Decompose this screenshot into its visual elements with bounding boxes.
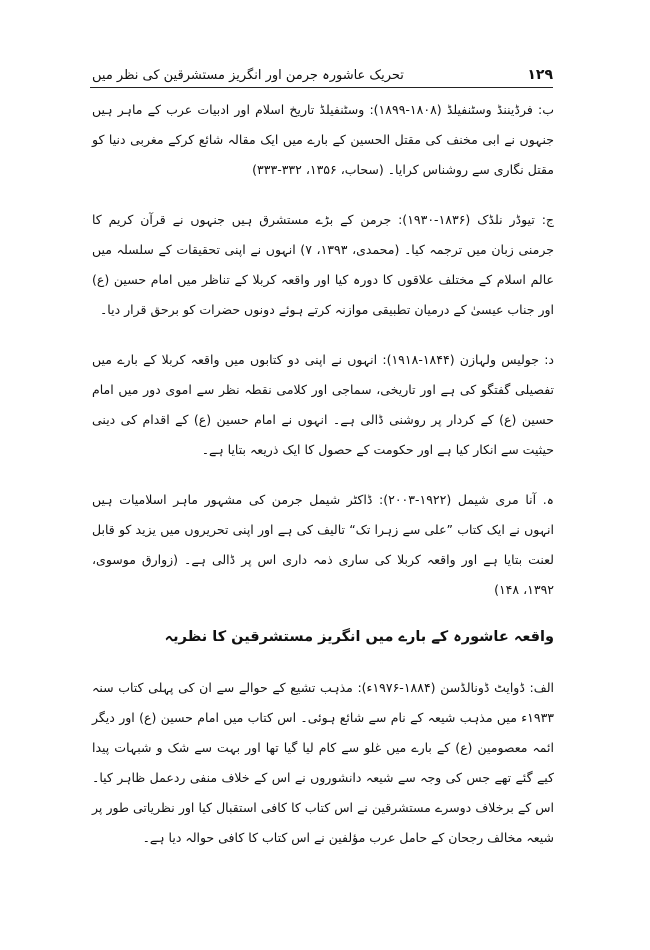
paragraph-wellhausen	[92, 345, 554, 465]
page-body	[92, 95, 554, 873]
running-title: تحریک عاشورہ جرمن اور انگریز مستشرقین کی نظر میں	[92, 68, 404, 83]
paragraph-text: ڈاکٹر شیمل جرمن کی مشہور ماہر اسلامیات ہیں انہوں نے ایک کتاب ”علی سے زہرا تک“ تالیف کی ہے اور اپنی تحریروں میں یزید کو قابل لعنت بتایا ہے اور واقعہ کربلا کی ساری ذمہ داری اس پر ڈالی ہے۔ (زوارق موسوی، ۱۳۹۲، ۱۴۸)	[92, 492, 554, 597]
paragraph-text: جرمن کے بڑے مستشرق ہیں جنہوں نے قرآن کریم کا جرمنی زبان میں ترجمہ کیا۔ (محمدی، ۱۳۹۳، ۷) انہوں نے اپنی تحقیقات کے سلسلہ میں عالم اسلام کے مختلف علاقوں کا دورہ کیا اور واقعہ کربلا کے تناظر میں امام حسین (ع) اور جناب عیسیٰ کے درمیان تطبیقی موازنہ کرتے ہوئے دونوں حضرات کو برحق قرار دیا۔	[92, 212, 554, 317]
paragraph-text: مذہب تشیع کے حوالے سے ان کی پہلی کتاب سنہ ۱۹۳۳ء میں مذہب شیعہ کے نام سے شائع ہوئی۔ اس کتاب میں امام حسین (ع) اور دیگر ائمہ معصومین (ع) کے بارے میں غلو سے کام لیا گیا تھا اور بہت سے شک و شبہات پیدا کیے گئے تھے جس کی وجہ سے شیعہ دانشوروں نے اس کے خلاف منفی ردعمل ظاہر کیا۔ اس کے برخلاف دوسرے مستشرقین نے اس کتاب کا کافی استقبال کیا اور نظریاتی طور پر شیعہ مخالف رجحان کے حامل عرب مؤلفین نے اس کتاب کا کافی حوالہ دیا ہے۔	[92, 680, 554, 845]
paragraph-lead: د: جولیس ولہازن (۱۸۴۴-۱۹۱۸):	[382, 352, 554, 367]
paragraph-noldeke	[92, 205, 554, 325]
paragraph-lead: ب: فرڈیننڈ وسٹنفیلڈ (۱۸۰۸-۱۸۹۹):	[369, 102, 554, 117]
paragraph-lead: ہ. آنا مری شیمل (۱۹۲۲-۲۰۰۳):	[379, 492, 554, 507]
paragraph-text: انہوں نے اپنی دو کتابوں میں واقعہ کربلا کے بارے میں تفصیلی گفتگو کی ہے اور تاریخی، سماجی اور کلامی نقطہ نظر سے اموی دور میں امام حسین (ع) کے کردار پر روشنی ڈالی ہے۔ انہوں نے امام حسین (ع) کے اقدام کی دینی حیثیت سے انکار کیا ہے اور حکومت کے حصول کا ایک ذریعہ بتایا ہے۔	[92, 352, 554, 457]
paragraph-text: وسٹنفیلڈ تاریخ اسلام اور ادبیات عرب کے ماہر ہیں جنہوں نے ابی مخنف کی مقتل الحسین کے بارے میں ایک مقالہ شائع کرکے مغربی دنیا کو مقتل نگاری سے روشناس کرایا۔ (سحاب، ۱۳۵۶، ۳۳۲-۳۳۳)	[92, 102, 554, 177]
paragraph-wustenfeld	[92, 95, 554, 185]
paragraph-lead: ج: تیوڈر نلڈک (۱۸۳۶-۱۹۳۰):	[398, 212, 554, 227]
page-number: ۱۲۹	[527, 67, 553, 83]
paragraph-schimmel	[92, 485, 554, 605]
paragraph-lead: الف: ڈوایٹ ڈونالڈسن (۱۸۸۴-۱۹۷۶ء):	[357, 680, 554, 695]
page-header	[90, 55, 553, 83]
section-heading: واقعہ عاشورہ کے بارے میں انگریز مستشرقین کا نظریہ	[164, 629, 554, 645]
header-rule	[90, 87, 553, 88]
paragraph-donaldson	[92, 673, 554, 853]
